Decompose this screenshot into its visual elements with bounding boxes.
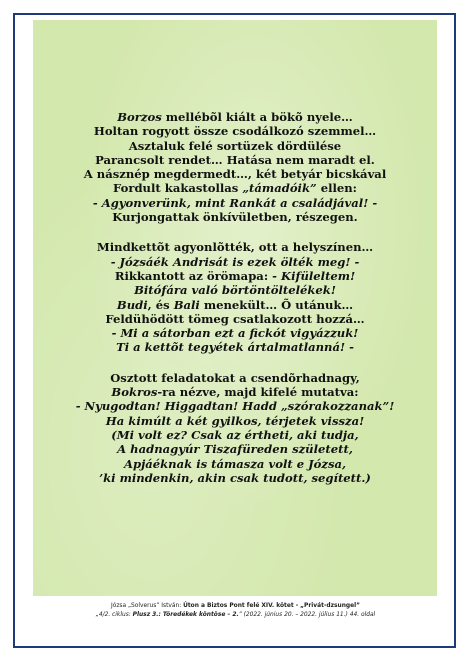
poem-line bbox=[33, 153, 437, 167]
poem-line bbox=[33, 399, 437, 413]
poem-text-segment: , és bbox=[147, 297, 174, 312]
poem-text-segment: Kurjongattak önkívületben, részegen. bbox=[112, 210, 358, 225]
poem-text-segment: Feldühödött tömeg csatlakozott hozzá… bbox=[105, 311, 365, 326]
poem-text-segment: Holtan rogyott össze csodálkozó szemmel… bbox=[93, 124, 377, 139]
page-footer bbox=[0, 602, 471, 620]
poem-text-segment: A násznép megdermedt…, két betyár bicskával bbox=[83, 167, 387, 182]
poem-line bbox=[33, 196, 437, 210]
poem-line bbox=[33, 139, 437, 153]
poem-text-segment: - Mi a sátorban ezt a fickót vigyázzuk! bbox=[111, 326, 359, 341]
poem-line bbox=[33, 326, 437, 340]
poem-text-segment: Parancsolt rendet… Hatása nem maradt el. bbox=[95, 152, 375, 167]
poem-line bbox=[33, 181, 437, 195]
poem-line bbox=[33, 110, 437, 124]
poem-line bbox=[33, 269, 437, 283]
poem-line bbox=[33, 471, 437, 485]
poem-text-segment: - Agyonverünk, mint Rankát a családjával! - bbox=[92, 195, 378, 210]
poem-text-segment: Mindkettõt agyonlõtték, ott a helyszínen… bbox=[96, 240, 374, 255]
poem-line bbox=[33, 442, 437, 456]
poem-line bbox=[33, 124, 437, 138]
stanza bbox=[33, 240, 437, 354]
footer-title-line bbox=[0, 602, 471, 611]
footer-text-segment: Plusz 3.: Töredékek köntöse – 2. bbox=[132, 612, 239, 618]
poem-text-segment: Fordult kakastollas bbox=[113, 181, 243, 196]
poem-line bbox=[33, 457, 437, 471]
poem-text-segment: ellen: bbox=[316, 181, 357, 196]
poem-text-segment: Rikkantott az örömapa: bbox=[114, 268, 273, 283]
footer-text-segment: ” (2022. június 20. – 2022. július 11.) 44. oldal bbox=[238, 612, 376, 618]
poem-text-segment: - Nyugodtan! Higgadtan! Hadd „szórakozzanak”! bbox=[75, 399, 395, 414]
poem-text-segment: Ti a kettõt tegyétek ártalmatlanná! - bbox=[116, 340, 354, 355]
poem-text-segment: ’ki mindenkin, akin csak tudott, segített.) bbox=[99, 470, 371, 485]
poem bbox=[33, 110, 437, 501]
footer-text-segment: Úton a Biztos Pont felé XIV. kötet - „Privát-dzsungel” bbox=[183, 603, 361, 609]
poem-text-segment: „támadóik” bbox=[242, 181, 317, 196]
poem-text-segment: (Mi volt ez? Csak az értheti, aki tudja, bbox=[111, 427, 359, 442]
poem-line bbox=[33, 283, 437, 297]
poem-line bbox=[33, 167, 437, 181]
poem-line bbox=[33, 312, 437, 326]
poem-text-segment: Osztott feladatokat a csendõrhadnagy, bbox=[110, 370, 360, 385]
footer-cycle-line bbox=[0, 611, 471, 620]
poem-line bbox=[33, 428, 437, 442]
poem-line bbox=[33, 255, 437, 269]
footer-text-segment: Józsa „Solverus” István: bbox=[110, 603, 184, 609]
poem-line bbox=[33, 371, 437, 385]
poem-text-segment: Borzos bbox=[117, 110, 162, 124]
poem-line bbox=[33, 340, 437, 354]
poem-text-segment: menekült… Õ utánuk… bbox=[199, 297, 354, 312]
poem-text-segment: Ha kimúlt a két gyilkos, térjetek vissza! bbox=[105, 413, 365, 428]
poem-text-segment: mellébõl kiált a bökõ nyele… bbox=[161, 110, 353, 124]
poem-text-segment: - Józsáék Andrisát is ezek ölték meg! - bbox=[110, 254, 360, 269]
poem-text-segment: - Kifüleltem! bbox=[272, 268, 356, 283]
poem-line bbox=[33, 240, 437, 254]
poem-background-panel bbox=[33, 20, 437, 596]
poem-text-segment: Bokros bbox=[111, 385, 158, 400]
poem-text-segment: Asztaluk felé sortüzek dördülése bbox=[128, 138, 342, 153]
footer-text-segment: „4/2. ciklus: bbox=[95, 612, 133, 618]
poem-line bbox=[33, 210, 437, 224]
stanza bbox=[33, 110, 437, 224]
poem-text-segment: A hadnagyúr Tiszafüreden született, bbox=[117, 442, 353, 457]
poem-text-segment: Budi bbox=[116, 297, 148, 312]
poem-line bbox=[33, 414, 437, 428]
poem-text-segment: Bitófára való börtöntöltelékek! bbox=[134, 283, 336, 298]
stanza bbox=[33, 371, 437, 485]
poem-text-segment: Bali bbox=[173, 297, 200, 312]
poem-text-segment: Apjáéknak is támasza volt e Józsa, bbox=[123, 456, 347, 471]
poem-line bbox=[33, 385, 437, 399]
poem-line bbox=[33, 298, 437, 312]
poem-text-segment: -ra nézve, majd kifelé mutatva: bbox=[157, 385, 359, 400]
